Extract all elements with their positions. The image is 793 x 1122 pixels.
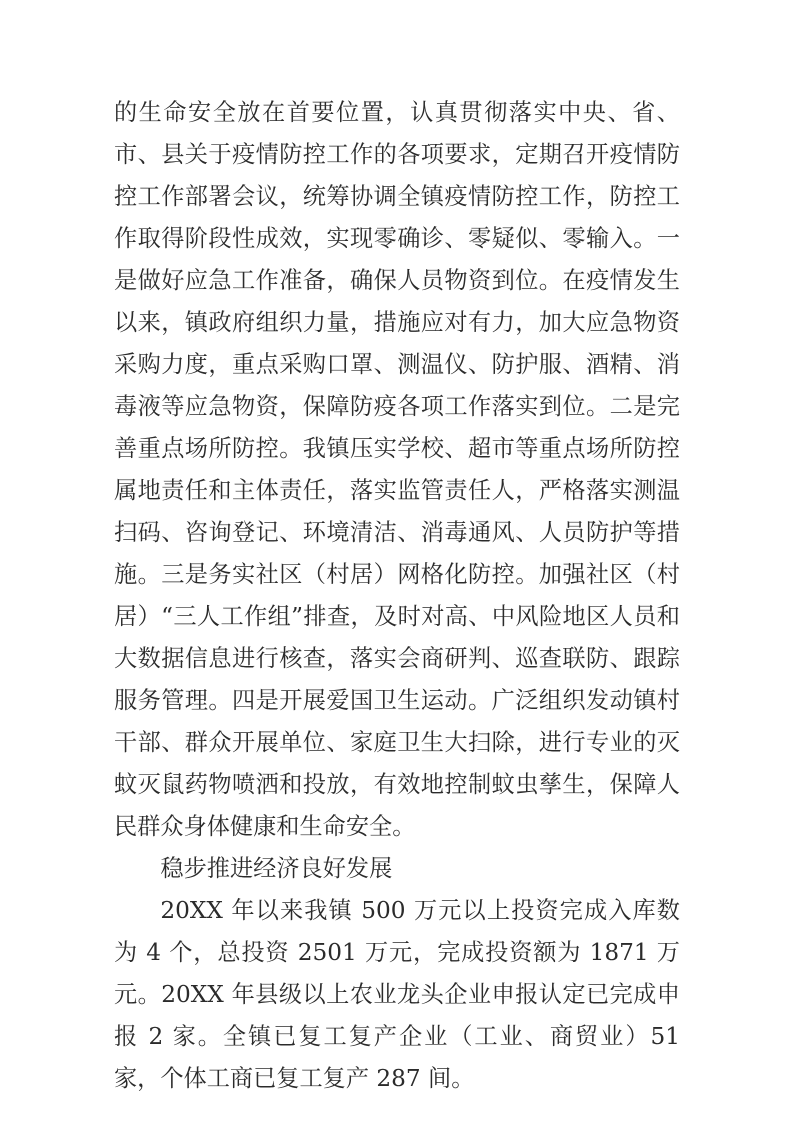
paragraph-epidemic-prevention: 的生命安全放在首要位置，认真贯彻落实中央、省、市、县关于疫情防控工作的各项要求，定期召开疫情防控工作部署会议，统筹协调全镇疫情防控工作，防控工作取得阶段性成效，实现零确诊、零疑似、零输入。一是做好应急工作准备，确保人员物资到位。在疫情发生以来，镇政府组织力量，措施应对有力，加大应急物资采购力度，重点采购口罩、测温仪、防护服、酒精、消毒液等应急物资，保障防疫各项工作落实到位。二是完善重点场所防控。我镇压实学校、超市等重点场所防控属地责任和主体责任，落实监管责任人，严格落实测温扫码、咨询登记、环境清洁、消毒通风、人员防护等措施。三是务实社区（村居）网格化防控。加强社区（村居）“三人工作组”排查，及时对高、中风险地区人员和大数据信息进行核查，落实会商研判、巡查联防、跟踪服务管理。四是开展爱国卫生运动。广泛组织发动镇村干部、群众开展单位、家庭卫生大扫除，进行专业的灭蚊灭鼠药物喷洒和投放，有效地控制蚊虫孳生，保障人民群众身体健康和生命安全。	[114, 99, 680, 840]
heading-economy: 稳步推进经济良好发展	[160, 855, 393, 882]
paragraph-economy-stats: 20XX 年以来我镇 500 万元以上投资完成入库数为 4 个，总投资 2501 万元，完成投资额为 1871 万元。20XX 年县级以上农业龙头企业申报认定已完成申报 2 家。全镇已复工复产企业（工业、商贸业）51 家，个体工商已复工复产 287 间。	[114, 897, 680, 1092]
document-text-body	[114, 92, 680, 1100]
